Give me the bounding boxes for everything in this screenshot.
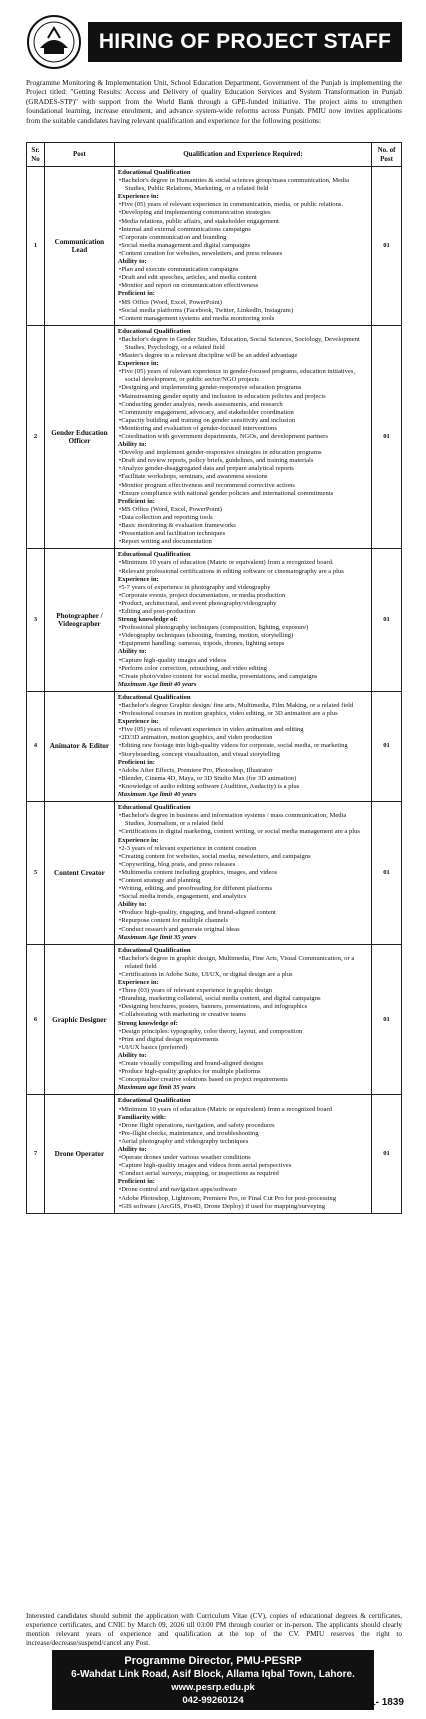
requirement-item: • Create visually compelling and brand-aligned designs [118,1060,368,1068]
requirement-item: • Draft and review reports, policy briefs, guidelines, and training materials [118,457,368,465]
requirement-item: • Adobe After Effects, Premiere Pro, Photoshop, Illustrator [118,767,368,775]
requirement-item: • Drone flight operations, navigation, and safety procedures [118,1122,368,1130]
requirement-item: • Data collection and reporting tools [118,514,368,522]
requirement-item: • Capture high-quality images and videos from aerial perspectives [118,1162,368,1170]
qualification-cell [114,944,371,1095]
age-limit: Maximum age limit 35 years [117,1084,196,1092]
requirement-item: • Blender, Cinema 4D, Maya, or 3D Studio Max (for 3D animation) [118,775,368,783]
section-heading: Familiarity with: [117,1113,167,1121]
post-name-cell: Drone Operator [44,1095,114,1213]
requirement-item: • Perform color correction, retouching, and video editing [118,665,368,673]
requirement-item: • Print and digital design requirements [118,1036,368,1044]
requirement-item: • Certifications in digital marketing, content writing, or social media management are a plus [118,828,368,836]
requirement-item: • Five (05) years of relevant experience in video animation and editing [118,726,368,734]
post-name-cell: Animator & Editor [44,691,114,801]
requirement-item: • Monitor and report on communication effectiveness [118,282,368,290]
requirement-item: • Designing brochures, posters, banners, presentations, and infographics [118,1003,368,1011]
requirement-item: • Monitoring and evaluation of gender-focused interventions [118,425,368,433]
sr-no-cell: 5 [27,802,45,945]
table-row [27,167,402,326]
requirement-item: • Conceptualize creative solutions based on project requirements [118,1076,368,1084]
requirement-item: • Relevant professional certifications in editing software or cinematography are a plus [118,568,368,576]
requirement-item: • Capture high-quality images and videos [118,657,368,665]
col-sr-no: Sr. No [27,143,45,167]
requirement-item: • MS Office (Word, Excel, PowerPoint) [118,506,368,514]
requirement-item: • Social media management and digital campaigns [118,242,368,250]
section-heading: Educational Qualification [117,946,191,954]
contact-box [52,1650,374,1710]
requirement-item: • Coordination with government departments, NGOs, and development partners [118,433,368,441]
requirement-item: • Branding, marketing collateral, social media content, and digital campaigns [118,995,368,1003]
section-heading: Strong knowledge of: [117,1019,178,1027]
sr-no-cell: 4 [27,691,45,801]
requirement-item: • Social media trends, engagement, and analytics [118,893,368,901]
table-header-row [27,143,402,167]
sr-no-cell: 1 [27,167,45,326]
sr-no-cell: 3 [27,549,45,692]
post-count-cell: 01 [372,549,402,692]
requirement-item: • Corporate events, project documentation, or media production [118,592,368,600]
ipl-number: IPL- 1839 [360,1697,404,1708]
section-heading: Experience in: [117,718,159,726]
requirement-item: • Equipment handling: cameras, tripods, drones, lighting setups [118,640,368,648]
section-heading: Ability to: [117,1051,147,1059]
requirement-item: • Master's degree in a relevant discipline will be an added advantage [118,352,368,360]
section-heading: Experience in: [117,836,159,844]
section-heading: Experience in: [117,575,159,583]
section-heading: Proficient in: [117,290,155,298]
age-limit: Maximum Age limit 40 years [117,680,197,688]
requirement-item: • UI/UX basics (preferred) [118,1044,368,1052]
table-row [27,691,402,801]
table-row [27,944,402,1095]
requirement-item: • 5-7 years of experience in photography and videography [118,584,368,592]
section-heading: Ability to: [117,648,147,656]
requirement-item: • Storyboarding, concept visualization, and visual storytelling [118,751,368,759]
requirement-item: • Capacity building and training on gender sensitivity and inclusion [118,417,368,425]
col-post: Post [44,143,114,167]
section-heading: Educational Qualification [117,327,191,335]
requirement-item: • Copywriting, blog posts, and press releases [118,861,368,869]
requirement-item: • Design principles: typography, color theory, layout, and composition [118,1028,368,1036]
requirement-item: • Report writing and documentation [118,538,368,546]
qualification-cell [114,691,371,801]
age-limit: Maximum Age limit 35 years [117,933,197,941]
section-heading: Educational Qualification [117,551,191,559]
requirement-item: • Media relations, public affairs, and stakeholder engagement [118,218,368,226]
section-heading: Ability to: [117,1145,147,1153]
requirement-item: • Draft and edit speeches, articles, and media content [118,274,368,282]
requirement-item: • Conduct aerial surveys, mapping, or inspections as required [118,1170,368,1178]
section-heading: Experience in: [117,193,159,201]
requirement-item: • Multimedia content including graphics, images, and videos [118,869,368,877]
requirement-item: • Basic monitoring & evaluation frameworks [118,522,368,530]
requirement-item: • Knowledge of audio editing software (Audition, Audacity) is a plus [118,783,368,791]
requirement-item: • Plan and execute communication campaigns [118,266,368,274]
post-name-cell: Graphic Designer [44,944,114,1095]
table-row [27,325,402,549]
section-heading: Educational Qualification [117,1097,191,1105]
intro-paragraph: Programme Monitoring & Implementation Unit, School Education Department, Government of the Punjab is implementing the Project titled: "Getting Results: Access and Delivery of quality Education Services and System Transformation in Punjab (GRADES-STP)" with support from the World Bank through a GPE-funded initiative. The project aims to strengthen foundational learning, increase enrolment, and advance system-wide reforms across Punjab. PMIU now invites applications from the suitable candidates having relevant qualification and experience for the following positions: [26,78,402,125]
section-heading: Educational Qualification [117,169,191,176]
requirement-item: • Product, architectural, and event photography/videography [118,600,368,608]
section-heading: Proficient in: [117,1178,155,1186]
requirement-item: • Pre-flight checks, maintenance, and troubleshooting [118,1130,368,1138]
requirement-item: • Bachelor's degree in graphic design, Multimedia, Fine Arts, Visual Communication, or a related field [118,955,368,971]
requirement-item: • Three (03) years of relevant experience in graphic design [118,987,368,995]
requirement-item: • Mainstreaming gender equity and inclusion in education policies and projects [118,393,368,401]
requirement-item: • Minimum 10 years of education (Matric or equivalent) from a recognized board [118,1106,368,1114]
requirement-item: • Content management systems and media monitoring tools [118,315,368,323]
application-instructions: Interested candidates should submit the application with Curriculum Vitae (CV), copies of educational degrees & certificates, experience certificates, and CNIC by March 09, 2026 till 03:00 PM through courier or in-person. The applicants should clearly mention relevant years of experience and qualification at the top of the CV. PMIU reserves the right to increase/decrease/suspend/cancel any Post. [26,1612,402,1647]
section-heading: Experience in: [117,360,159,368]
col-no-of-post: No. of Post [372,143,402,167]
section-heading: Experience in: [117,979,159,987]
positions-table [26,142,402,1214]
table-row [27,549,402,692]
requirement-item: • Develop and implement gender-responsive strategies in education programs [118,449,368,457]
qualification-cell [114,549,371,692]
requirement-item: • Adobe Photoshop, Lightroom, Premiere Pro, or Final Cut Pro for post-processing [118,1195,368,1203]
requirement-item: • Internal and external communications campaigns [118,226,368,234]
post-name-cell: Gender Education Officer [44,325,114,549]
section-heading: Educational Qualification [117,804,191,812]
requirement-item: • Produce high-quality, engaging, and brand-aligned content [118,909,368,917]
section-heading: Ability to: [117,258,147,266]
requirement-item: • Developing and implementing communication strategies [118,209,368,217]
requirement-item: • Produce high-quality graphics for multiple platforms [118,1068,368,1076]
sr-no-cell: 2 [27,325,45,549]
post-count-cell: 01 [372,691,402,801]
qualification-cell [114,167,371,326]
page-title: HIRING OF PROJECT STAFF [88,22,402,62]
requirement-item: • Bachelor's degree in Humanities & social sciences group/mass communication, Media Studies, Public Relations, Marketing, or a related field [118,177,368,193]
contact-website: www.pesrp.edu.pk [171,1682,255,1693]
requirement-item: • Conduct research and generate original ideas [118,926,368,934]
post-count-cell: 01 [372,1095,402,1213]
requirement-item: • Presentation and facilitation techniques [118,530,368,538]
requirement-item: • Five (05) years of relevant experience in gender-focused programs, education initiatives, social development, or public sector/NGO projects [118,368,368,384]
requirement-item: • Drone control and navigation apps/software [118,1186,368,1194]
requirement-item: • Operate drones under various weather conditions [118,1154,368,1162]
requirement-item: • Bachelor's degree Graphic design/ fine arts, Multimedia, Film Making, or a related field [118,702,368,710]
requirement-item: • Collaborating with marketing or creative teams [118,1011,368,1019]
requirement-item: • Five (05) years of relevant experience in communication, media, or public relations. [118,201,368,209]
requirement-item: • Professional photography techniques (composition, lighting, exposure) [118,624,368,632]
post-name-cell: Content Creator [44,802,114,945]
requirement-item: • Social media platforms (Facebook, Twitter, LinkedIn, Instagram) [118,307,368,315]
post-count-cell: 01 [372,325,402,549]
contact-title: Programme Director, PMU-PESRP [124,1655,302,1667]
table-row [27,802,402,945]
punjab-government-logo [26,14,82,70]
requirement-item: • Certifications in Adobe Suite, UI/UX, or digital design are a plus [118,971,368,979]
requirement-item: • Analyze gender-disaggregated data and prepare analytical reports [118,465,368,473]
requirement-item: • Corporate communication and branding [118,234,368,242]
requirement-item: • Editing raw footage into high-quality videos for corporate, social media, or marketing [118,742,368,750]
qualification-cell [114,802,371,945]
section-heading: Ability to: [117,901,147,909]
section-heading: Proficient in: [117,497,155,505]
post-count-cell: 01 [372,802,402,945]
requirement-item: • Creating content for websites, social media, newsletters, and campaigns [118,853,368,861]
post-count-cell: 01 [372,944,402,1095]
sr-no-cell: 6 [27,944,45,1095]
requirement-item: • Editing and post-production [118,608,368,616]
qualification-cell [114,325,371,549]
requirement-item: • Repurpose content for multiple channels [118,917,368,925]
col-qualification: Qualification and Experience Required: [114,143,371,167]
requirement-item: • Ensure compliance with national gender policies and international commitments [118,490,368,498]
requirement-item: • 2-3 years of relevant experience in content creation [118,845,368,853]
sr-no-cell: 7 [27,1095,45,1213]
contact-address: 6-Wahdat Link Road, Asif Block, Allama Iqbal Town, Lahore. [71,1669,355,1680]
requirement-item: • Videography techniques (shooting, framing, motion, storytelling) [118,632,368,640]
contact-phone: 042-99260124 [182,1695,244,1706]
requirement-item: • MS Office (Word, Excel, PowerPoint) [118,299,368,307]
age-limit: Maximum Age limit 40 years [117,791,197,799]
requirement-item: • Bachelor's degree in business and information systems / mass communication, Media Studies, Journalism, or a related field [118,812,368,828]
requirement-item: • Create photo/video content for social media, presentations, and campaigns [118,673,368,681]
post-name-cell: Communication Lead [44,167,114,326]
table-row [27,1095,402,1213]
header [26,14,402,70]
post-name-cell: Photographer / Videographer [44,549,114,692]
requirement-item: • Writing, editing, and proofreading for different platforms [118,885,368,893]
section-heading: Educational Qualification [117,693,191,701]
requirement-item: • Conducting gender analysis, needs assessments, and research [118,401,368,409]
section-heading: Proficient in: [117,758,155,766]
requirement-item: • Designing and implementing gender-responsive education programs [118,384,368,392]
post-count-cell: 01 [372,167,402,326]
requirement-item: • Facilitate workshops, seminars, and awareness sessions [118,473,368,481]
requirement-item: • Minimum 10 years of education (Matric or equivalent) from a recognized board. [118,559,368,567]
requirement-item: • Aerial photography and videography techniques [118,1138,368,1146]
requirement-item: • Monitor program effectiveness and recommend corrective actions [118,482,368,490]
section-heading: Ability to: [117,441,147,449]
requirement-item: • Content creation for websites, newsletters, and press releases [118,250,368,258]
qualification-cell [114,1095,371,1213]
section-heading: Strong knowledge of: [117,616,178,624]
requirement-item: • GIS software (ArcGIS, Pix4D, Drone Deploy) if used for mapping/surveying [118,1203,368,1211]
requirement-item: • 2D/3D animation, motion graphics, and video production [118,734,368,742]
requirement-item: • Professional courses in motion graphics, video editing, or 3D animation are a plus [118,710,368,718]
requirement-item: • Community engagement, advocacy, and stakeholder coordination [118,409,368,417]
requirement-item: • Content strategy and planning [118,877,368,885]
requirement-item: • Bachelor's degree in Gender Studies, Education, Social Sciences, Sociology, Development Studies, Psychology, or a related field [118,336,368,352]
